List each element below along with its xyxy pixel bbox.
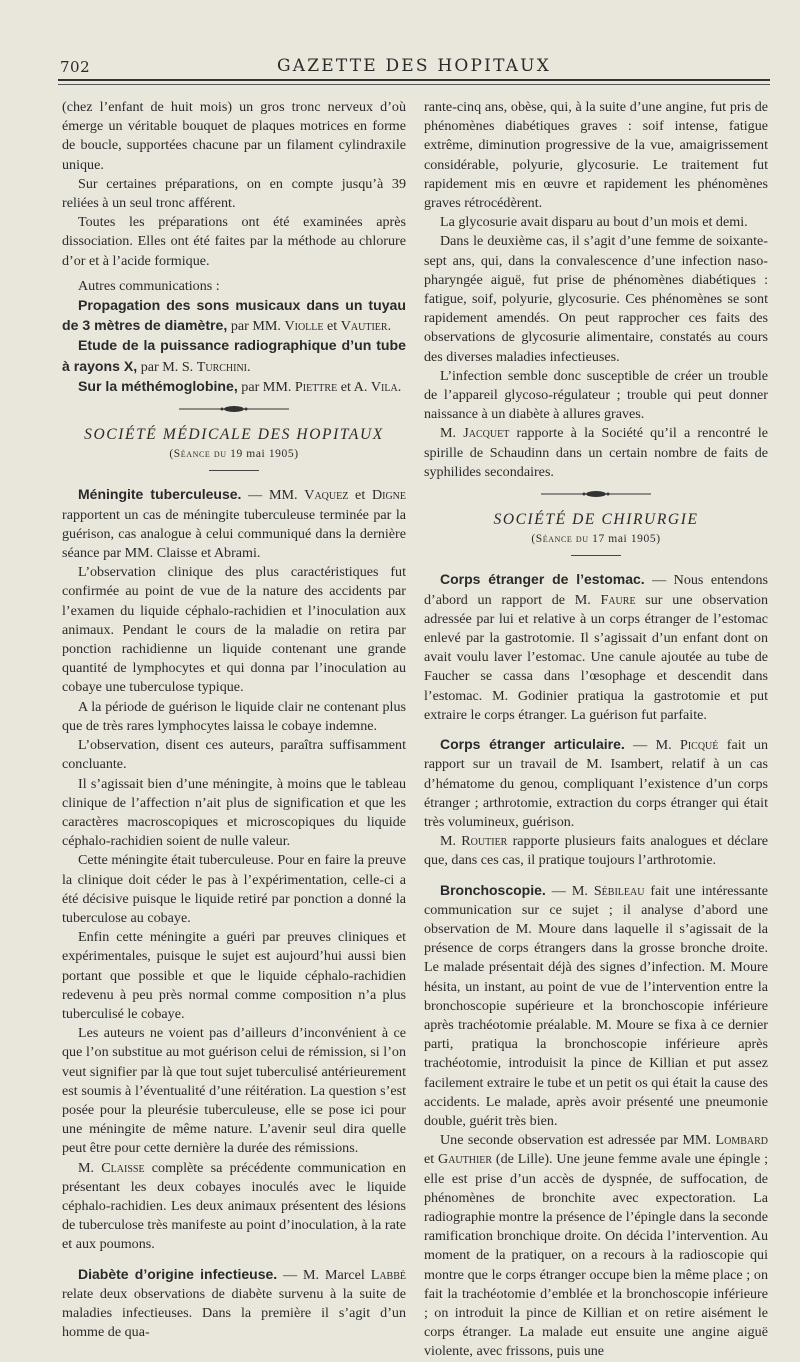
page-number: 702 [60, 58, 91, 76]
author: Picqué [680, 737, 719, 754]
paragraph: Les auteurs ne voient pas d’ailleurs d’inconvénient à ce que l’on substitue au mot guérison celui de rémission, si l’on veut signifier par là que tout sujet tuberculisé antérieurement est soumis à l’éventualité d’une réitération. La question s’est posée pour la pleurésie tuberculeuse, elle se pose ici pour une méningite de même nature. L’avenir seul dira quelle peut être pour cette dernière la durée des rémissions. [62, 1025, 406, 1157]
paragraph: Dans le deuxième cas, il s’agit d’une femme de soixante-sept ans, qui, dans la convalescence d’une infection naso-pharyngée aiguë, fut prise de phénomènes diabétiques : fatigue, soif, polyurie, glycosurie. Ces phénomènes se sont rapidement amendés. On peut rapprocher ces faits des observations de glycosurie alimentaire, constatés au cours des diverses maladies infectieuses. [424, 233, 768, 365]
article-title: Bronchoscopie. [440, 881, 546, 898]
communication-3: Sur la méthémoglobine, par MM. Piettre et A. Vila. [78, 377, 402, 395]
header-rule-thin [58, 84, 770, 85]
author: Vautier [340, 318, 388, 335]
paragraph: A la période de guérison le liquide clair ne contenant plus que de très rares lymphocytes laissa le cobaye indemne. [62, 698, 406, 734]
article-title: Méningite tuberculeuse. [78, 486, 242, 503]
left-column [62, 98, 407, 1341]
article-diabete: Diabète d’origine infectieuse. — M. Marcel Labbé relate deux observations de diabète survenu à la suite de maladies infectieuses. Dans la première il s’agit d’un homme de qua- [62, 1265, 406, 1341]
paragraph: Autres communications : [78, 277, 220, 294]
author: Digne [371, 487, 407, 504]
paragraph: Sur certaines préparations, on en compte jusqu’à 39 reliées à un seul tronc afférent. [62, 175, 406, 212]
article-corps-etranger-estomac: Corps étranger de l’estomac. — Nous entendons d’abord un rapport de M. Faure sur une observation adressée par lui et relative à un corps étranger de l’estomac enlevé par la gastrotomie. Il s’agissait d’un enfant dont on avait voulu laver l’estomac. Une canule ajoutée au tube de Faucher se cassa dans l’œsophage et descendit dans l’estomac. M. Godinier pratiqua la gastrotomie et put extraire le corps étranger. La guérison fut parfaite. [424, 571, 768, 723]
paragraph: L’observation clinique des plus caractéristiques fut confirmée au point de vue de la nature des accidents par l’examen du liquide céphalo-rachidien et l’inoculation aux animaux. Pendant le cours de la maladie on retira par ponction rachidienne un liquide contenant une grande quantité de lymphocytes et qui donna par l’inoculation au cobaye une tuberculose typique. [62, 564, 406, 696]
article-bronchoscopie: Bronchoscopie. — M. Sébileau fait une intéressante communication sur ce sujet ; il analyse d’abord une observation de M. Moure dans laquelle il s’agissait de la présence de corps étrangers dans la grosse bronche droite. Le malade présentait déjà des signes d’infection. M. Moure hésita, un instant, au point de vue de l’intervention entre la bronchoscopie supérieure et la bronchoscopie inférieure après trachéotomie préalable. M. Moure se fixa à ce dernier parti, pratiqua la bronchoscopie inférieure après trachéotomie, introduisit la pince de Killian et put assez facilement extraire le tube et un petit os qui était la cause des accidents. Le malade, après avoir présenté une pneumonie double, guérit très bien. [424, 881, 768, 1129]
author: Piettre [294, 378, 338, 395]
paragraph: Il s’agissait bien d’une méningite, à moins que le tableau clinique de l’affection n’ait plus de signification et que les caractères macroscopiques et microscopiques du liquide céphalo-rachidien soient de nulle valeur. [62, 775, 406, 850]
paragraph: Une seconde observation est adressée par MM. Lombard et Gauthier (de Lille). Une jeune femme avale une épingle ; elle est prise d’un accès de dyspnée, de suffocation, de phénomènes de bronchite avec expectoration. La radiographie montre la présence de l’épingle dans la seconde ramification bronchique droite. On décida l’intervention. Au moment de la pratiquer, on a recours à la radioscopie qui montre que le corps étranger occupe bien la même place ; on fait la trachéotomie d’emblée et la bronchoscopie inférieure ; on introduit la pince de Killian et on retire aisément le corps étranger. La malade eut ensuite une angine aiguë violente, avec frissons, puis une [424, 1132, 768, 1360]
short-divider [209, 470, 259, 471]
page-header [58, 52, 770, 88]
communication-1: Propagation des sons musicaux dans un tuyau de 3 mètres de diamètre, par MM. Violle et Vautier. [62, 297, 406, 335]
paragraph: Enfin cette méningite a guéri par preuves cliniques et expérimentales, puisque le sujet est aujourd’hui aussi bien portant que possible et que le liquide céphalo-rachidien redevenu à peu près normal comme composition n’a plus tuberculisé le cobaye. [62, 929, 406, 1022]
paragraph: L’observation, disent ces auteurs, paraîtra suffisamment concluante. [62, 737, 406, 773]
section-divider-ornament [179, 405, 289, 413]
communication-title: Sur la méthémoglobine, [78, 377, 238, 394]
author: Violle [284, 318, 324, 335]
paragraph: Toutes les préparations ont été examinées après dissociation. Elles ont été faites par la méthode au chlorure d’or et à l’acide formique. [62, 214, 406, 269]
paragraph: L’infection semble donc susceptible de créer un trouble de l’appareil glycoso-régulateur ; trouble qui peut donner naissance à un diabète à allures graves. [424, 367, 768, 423]
society-heading: SOCIÉTÉ MÉDICALE DES HOPITAUX [84, 426, 384, 444]
session-date-line: (Séance du 19 mai 1905) [169, 448, 299, 461]
session-date-line: (Séance du 17 mai 1905) [531, 533, 661, 546]
author: Labbé [370, 1266, 406, 1283]
author: Gauthier [438, 1151, 493, 1168]
paragraph: M. Claisse complète sa précédente communication en présentant les deux cobayes inoculés avec le liquide céphalo-rachidien. Les deux animaux présentent des lésions de tuberculose très manifeste au point d’inoculation, à la rate et aux poumons. [62, 1159, 406, 1253]
author: Lombard [715, 1132, 768, 1149]
society-heading: SOCIÉTÉ DE CHIRURGIE [493, 511, 699, 529]
communication-title: Etude de la puissance radiographique d’un tube à rayons X, [62, 337, 406, 374]
right-column [424, 98, 768, 1360]
author: Routier [461, 833, 508, 850]
short-divider [571, 555, 621, 556]
paragraph: Cette méningite était tuberculeuse. Pour en faire la preuve la clinique doit céder le pas à l’expérimentation, celle-ci a été décisive puisque le liquide retiré par ponction a donné la tuberculose au cobaye. [62, 852, 406, 926]
author: Vila [370, 378, 398, 395]
article-title: Corps étranger articulaire. [440, 736, 625, 753]
article-corps-etranger-articulaire: Corps étranger articulaire. — M. Picqué fait un rapport sur un travail de M. Isambert, relatif à un cas d’hématome du genou, compliquant l’existence d’un corps étranger ; arthrotomie, extraction du corps étranger qui était très volumineux, guérison. [424, 736, 768, 830]
communication-2: Etude de la puissance radiographique d’un tube à rayons X, par M. S. Turchini. [62, 337, 406, 375]
journal-title: GAZETTE DES HOPITAUX [276, 56, 551, 76]
paragraph: M. Routier rapporte plusieurs faits analogues et déclare que, dans ces cas, il pratique toujours l’arthrotomie. [424, 833, 768, 869]
header-rule [58, 79, 770, 81]
article-title: Corps étranger de l’estomac. [440, 571, 645, 588]
author: Claisse [101, 1159, 145, 1176]
author: Sébileau [593, 882, 645, 899]
paragraph: M. Jacquet rapporte à la Société qu’il a rencontré le spirille de Schaudinn dans un certain nombre de faits de syphilides secondaires. [424, 425, 768, 480]
author: Faure [600, 591, 636, 608]
communication-title: Propagation des sons musicaux dans un tuyau de 3 mètres de diamètre, [62, 297, 406, 334]
section-divider-ornament [541, 490, 651, 498]
paragraph: La glycosurie avait disparu au bout d’un mois et demi. [440, 214, 748, 231]
author: Jacquet [463, 425, 510, 442]
paragraph: rante-cinq ans, obèse, qui, à la suite d’une angine, fut pris de phénomènes diabétiques graves : soif intense, fatigue extrême, diminution progressive de la vue, amaigrissement considérable, polyurie, glycosurie. Le traitement fut rapidement mis en œuvre et rapidement les phénomènes graves rétrocédèrent. [424, 99, 768, 212]
paragraph: (chez l’enfant de huit mois) un gros tronc nerveux d’où émerge un véritable bouquet de plaques motrices en forme de boucle, supportées chacune par un filament cylindraxile unique. [62, 99, 406, 173]
author: Vaquez [304, 487, 349, 504]
article-title: Diabète d’origine infectieuse. [78, 1265, 278, 1282]
author: Turchini [196, 358, 248, 375]
article-meningite: Méningite tuberculeuse. — MM. Vaquez et Digne rapportent un cas de méningite tuberculeuse terminée par la guérison, cas analogue à celui communiqué dans la dernière séance par MM. Claisse et Abrami. [62, 486, 407, 562]
